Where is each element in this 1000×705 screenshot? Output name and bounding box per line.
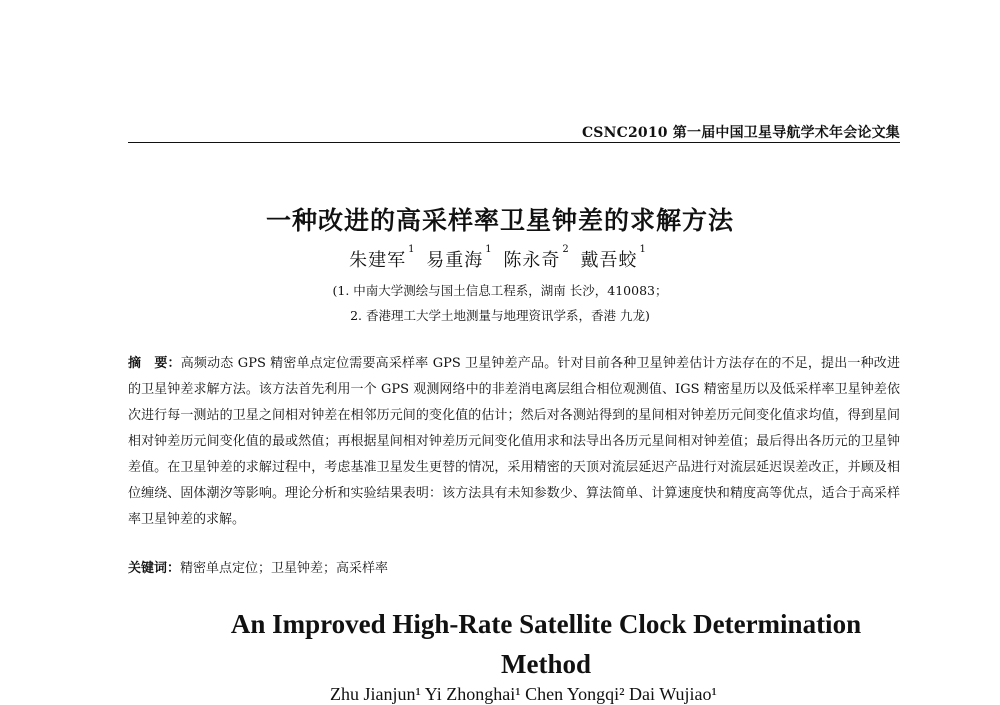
author-affiliation-mark: 1: [408, 244, 416, 255]
affiliation-1: (1. 中南大学测绘与国土信息工程系，湖南 长沙，410083；: [332, 283, 668, 298]
affiliation-2: 2. 香港理工大学土地测量与地理资讯学系，香港 九龙): [350, 308, 650, 323]
author-affiliation-mark: 1: [639, 244, 647, 255]
author-name: 陈永奇: [503, 250, 561, 271]
abstract-text: 高频动态 GPS 精密单点定位需要高采样率 GPS 卫星钟差产品。针对目前各种卫星钟差估计方法存在的不足，提出一种改进的卫星钟差求解方法。该方法首先利用一个 GPS 观测网络中的非差消电离层组合相位观测值、IGS 精密星历以及低采样率卫星钟差依次进行每一测站的卫星之间相对钟差在相邻历元间的变化值的估计；然后对各测站得到的星间相对钟差历元间变化值求均值，得到星间相对钟差历元间变化值的最或然值；再根据星间相对钟差历元间变化值用求和法导出各历元星间相对钟差值；最后得出各历元的卫星钟差值。在卫星钟差的求解过程中，考虑基准卫星发生更替的情况，采用精密的天顶对流层延迟产品进行对流层延迟误差改正，并顾及相位缠绕、固体潮汐等影响。理论分析和实验结果表明：该方法具有未知参数少、算法简单、计算速度快和精度高等优点，适合于高采样率卫星钟差的求解。: [128, 356, 900, 527]
author-list-en: Zhu Jianjun¹ Yi Zhonghai¹ Chen Yongqi² Dai Wujiao¹: [330, 684, 717, 704]
paper-title-en-line2: Method: [501, 649, 591, 679]
keywords: [128, 557, 388, 576]
paper-title-zh: 一种改进的高采样率卫星钟差的求解方法: [265, 206, 734, 235]
author-name: 朱建军: [349, 250, 407, 271]
author-name: 戴吾蛟: [580, 250, 638, 271]
abstract-label: 摘 要：: [128, 356, 181, 371]
running-head: CSNC2010 第一届中国卫星导航学术年会论文集: [581, 125, 900, 141]
author-name: 易重海: [426, 250, 484, 271]
author-affiliation-mark: 1: [485, 244, 493, 255]
keywords-text: 精密单点定位；卫星钟差；高采样率: [180, 561, 389, 576]
abstract: [128, 351, 900, 533]
author-affiliation-mark: 2: [562, 244, 570, 255]
paper-title-en-line1: An Improved High-Rate Satellite Clock Determination: [230, 609, 862, 639]
keywords-label: 关键词：: [128, 561, 181, 576]
author-list-zh: [0, 246, 1000, 272]
header-rule: [128, 142, 900, 143]
